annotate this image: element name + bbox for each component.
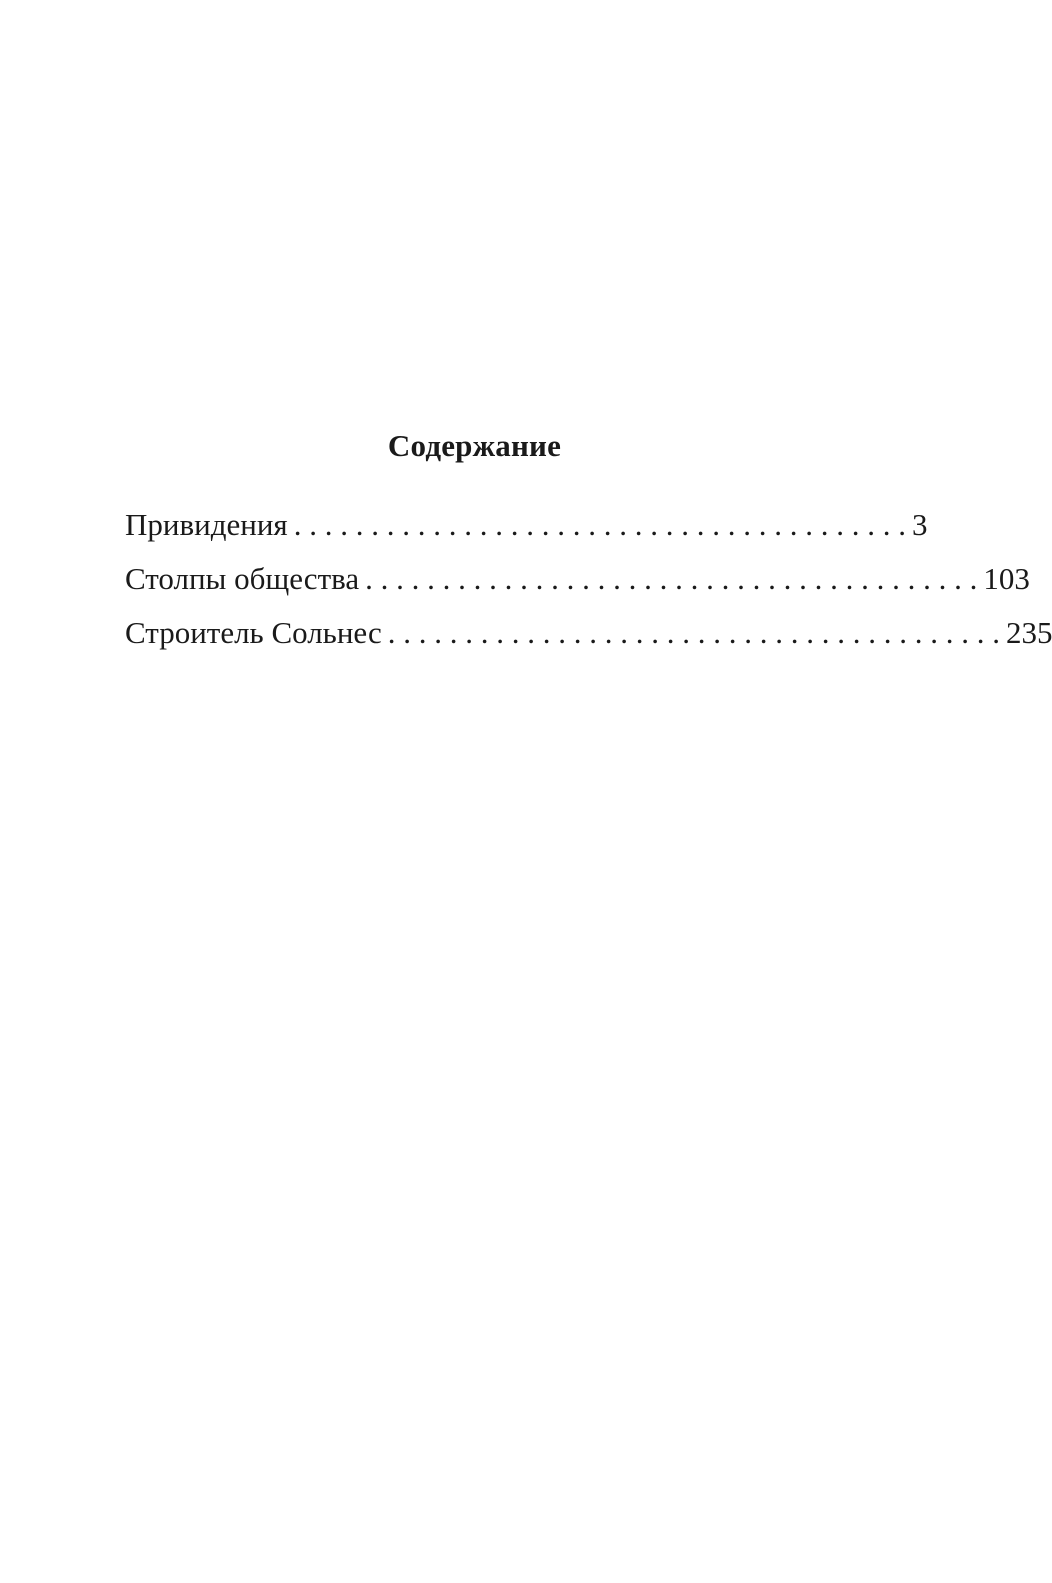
contents-heading: Содержание: [387, 428, 562, 463]
table-of-contents: [125, 505, 1052, 667]
toc-entry-title: Привидения: [125, 507, 288, 542]
toc-page-number: 235: [1005, 615, 1052, 650]
dot-leader: . . . . . . . . . . . . . . . . . . . . . . . . . . . . . . . . . . . . . . . .: [365, 561, 978, 596]
toc-page-number: 3: [911, 507, 928, 542]
toc-entry: [125, 559, 1030, 613]
toc-entry-title: Столпы общества: [125, 561, 360, 596]
toc-page-number: 103: [983, 561, 1030, 596]
toc-entry-title: Строитель Сольнес: [125, 615, 382, 650]
toc-entry: [125, 613, 1052, 667]
toc-entry: [125, 505, 928, 559]
dot-leader: . . . . . . . . . . . . . . . . . . . . . . . . . . . . . . . . . . . . . . . .: [387, 615, 1000, 650]
dot-leader: . . . . . . . . . . . . . . . . . . . . . . . . . . . . . . . . . . . . . . . .: [293, 507, 906, 542]
